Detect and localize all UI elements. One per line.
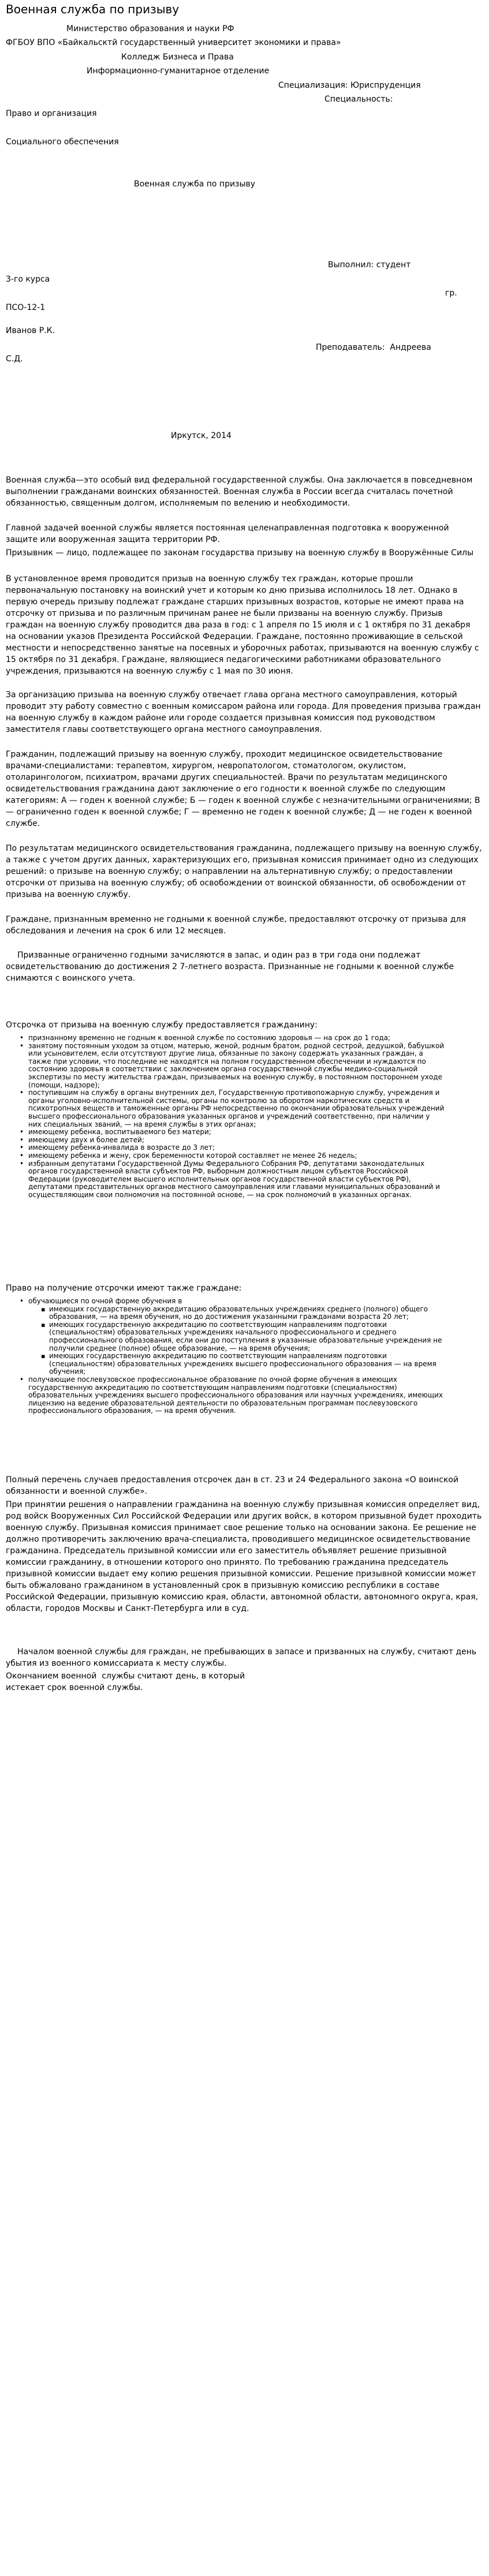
paragraph-right-to-deferral: Право на получение отсрочки имеют также граждане: [6, 1284, 242, 1293]
list-item [6, 1298, 445, 1376]
paragraph-service-end-1: Окончанием военной службы считают день, в который [6, 1672, 245, 1681]
list-item: • имеющему двух и более детей; [6, 1136, 445, 1145]
list-item: • признанному временно не годным к военной службе по состоянию здоровья — на срок до 1 года; [6, 1034, 445, 1042]
paragraph-service-start: Началом военной службы для граждан, не пребывающих в запасе и призванных на службу, считают день убытия из военного комиссариата к месту службы. [6, 1647, 477, 1668]
paragraph-decisions: По результатам медицинского освидетельствования гражданина, подлежащего призыву на военную службу, а также с учетом других данных, характеризующих его, призывная комиссия принимает одно из следующих решений: о призыве на военную службу; о направлении на альтернативную службу; о предоставлении отсрочки от призыва на военную службу; об освобождении от воинской обязанности, об освобождении от призыва на военную службу. [6, 844, 482, 899]
list-item: • избранным депутатами Государственной Думы Федерального Собрания РФ, депутатами законодательных органов государственной власти субъектов РФ, выборным должностным лицом субъектов Российской Федерации (руководителем высшего исполнительных органов государственной власти субъектов РФ), депутатами представительных органов местного самоуправления или главами муниципальных образований и осуществляющим свои полномочия на постоянной основе, — на срок полномочий в указанных органах. [6, 1160, 445, 1199]
group-line: ПСО-12-1 [6, 303, 46, 312]
group-label: гр. [445, 289, 457, 298]
paragraph-commission-decision: При принятии решения о направлении гражданина на военную службу призывная комиссия определяет вид, род войск Вооруженных Сил Российской Федерации или других войск, в котором призывной будет проходить военную службу. Призывная комиссия принимает свое решение только на основании закона. Ее решение не должно противоречить заключению врача-специалиста, проводившего медицинское освидетельствование гражданина. Председатель призывной комиссии или его заместитель объявляет решение призывной комиссии гражданину, в отношении которого оно принято. По требованию гражданина председатель призывной комиссии выдает ему копию решения призывной комиссии. Решение призывной комиссии может быть обжаловано гражданином в установленный срок в призывную комиссию республики в составе Российской Федерации, призывную комиссию края, области, автономной области, автономного округа, края, области, городов Москвы и Санкт-Петербурга или в суд. [6, 1500, 482, 1613]
list-item-text: обучающиеся по очной форме обучения в [28, 1297, 182, 1305]
ministry-line: Министерство образования и науки РФ [66, 24, 234, 33]
list-item: • поступившим на службу в органы внутренних дел, Государственную противопожарную службу, учреждения и органы уголовно-исполнительной системы, органы по контролю за оборотом наркотических средств и психотропных веществ и таможенные органы РФ непосредственно по окончании образовательных учреждений высшего профессионального образования указанных органов и учреждений соответственно, при наличии у них специальных званий, — на время службы в этих органах; [6, 1089, 445, 1128]
right-list [6, 1298, 445, 1415]
teacher-initials: С.Д. [6, 354, 23, 364]
specialization-line: Специализация: Юриспруденция [278, 81, 421, 90]
paragraph-main-task: Главной задачей военной службы является постоянная целенаправленная подготовка к вооруженной защите или вооруженная защита территории РФ. [6, 524, 449, 544]
list-item: • занятому постоянным уходом за отцом, матерью, женой, родным братом, родной сестрой, дедушкой, бабушкой или усыновителем, если отсутствуют другие лица, обязанные по закону содержать указанных граждан, а также при условии, что последние не находятся на полном государственном обеспечении и нуждаются по состоянию здоровья в соответствии с заключением органа государственной службы медико-социальной экспертизы по месту жительства граждан, призываемых на военную службу, в постоянном постороннем уходе (помощи, надзоре); [6, 1042, 445, 1090]
paragraph-medical: Гражданин, подлежащий призыву на военную службу, проходит медицинское освидетельствование врачами-специалистами: терапевтом, хирургом, невропатологом, стоматологом, окулистом, отоларингологом, психиатром, врачами других специальностей. Врачи по результатам медицинского освидетельствования гражданина дают заключение о его годности к военной службе по следующим категориям: А — годен к военной службе; Б — годен к военной службе с незначительными ограничениями; В — ограниченно годен к военной службе; Г — временно не годен к военной службе; Д — не годен к военной службе. [6, 750, 480, 828]
speciality-line: Специальность: [324, 95, 393, 104]
list-item: • имеющему ребенка и жену, срок беременности которой составляет не менее 26 недель; [6, 1152, 445, 1160]
list-item: • получающие послевузовское профессиональное образование по очной форме обучения в имеющих государственную аккредитацию по соответствующим направлениям подготовки (специальностям) образовательных учреждениях высшего профессионального образования или научных учреждениях, имеющих лицензию на ведение образовательной деятельности по образовательным программам послевузовского профессионального образования, — на время обучения. [6, 1376, 445, 1415]
university-line: ФГБОУ ВПО «Байкальсктй государственный университет экономики и права» [6, 38, 341, 47]
performed-line: Выполнил: студент [328, 260, 411, 270]
paragraph-deferral-intro: Отсрочка от призыва на военную службу предоставляется гражданину: [6, 1020, 318, 1030]
paragraph-service-end-2: истекает срок военной службы. [6, 1683, 143, 1692]
paragraph-reserve: Призванные ограниченно годными зачисляются в запас, и один раз в три года они подлежат освидетельствованию до достижения 2 7-летнего возраста. Признанные не годными к военной службе снимаются с воинского учета. [6, 951, 454, 983]
paragraph-call-time: В установленное время проводится призыв на военную службу тех граждан, которые прошли первоначальную постановку на воинский учет и которым ко дню призыва исполнилось 18 лет. Однако в первую очередь призыву подлежат граждане старших призывных возрастов, которые не имеют права на отсрочку от призыва и по различным причинам ранее не были призваны на военную службу. Призыв граждан на военную службу проводится два раза в год: с 1 апреля по 15 июля и с 1 октября по 31 декабря на основании указов Президента Российской Федерации. Граждане, постоянно проживающие в сельской местности и непосредственно занятые на посевных и уборочных работах, призываются на военную службу с 15 октября по 31 декабря. Граждане, являющиеся педагогическими работниками образовательного учреждения, призываются на военную службу с 1 мая по 30 июня. [6, 574, 479, 676]
paragraph-definition: Военная служба—это особый вид федеральной государственной службы. Она заключается в повседневном выполнении гражданами воинских обязанностей. Военная служба в России всегда считалась почетной обязанностью, священным долгом, исполняемым по велению и необходимости. [6, 476, 473, 508]
list-item: • имеющему ребенка-инвалида в возрасте до 3 лет; [6, 1144, 445, 1152]
paragraph-deferral-treatment: Граждане, признанным временно не годными к военной службе, предоставляют отсрочку от призыва для обследования и лечения на срок 6 или 12 месяцев. [6, 915, 466, 936]
city-year: Иркутск, 2014 [171, 431, 232, 440]
paragraph-conscript: Призывник — лицо, подлежащее по законам государства призыву на военную службу в Вооружённые Силы [6, 548, 474, 558]
page-title: Военная служба по призыву [6, 2, 180, 16]
college-line: Колледж Бизнеса и Права [121, 53, 234, 62]
work-title: Военная служба по призыву [134, 180, 256, 189]
student-line: Иванов Р.К. [6, 326, 55, 335]
deferral-list [6, 1034, 445, 1199]
speciality-value-2: Социального обеспечения [6, 137, 119, 147]
course-line: 3-го курса [6, 275, 50, 284]
paragraph-full-list: Полный перечень случаев предоставления отсрочек дан в ст. 23 и 24 Федерального закона «О воинской обязанности и военной службе». [6, 1475, 459, 1496]
speciality-value-1: Право и организация [6, 109, 97, 118]
sublist-item: ▪ имеющих государственную аккредитацию по соответствующим направлениям подготовки (специальностям) образовательных учреждениях высшего профессионального образования — на время обучения; [28, 1352, 445, 1376]
list-item: • имеющему ребенка, воспитываемого без матери; [6, 1128, 445, 1136]
sublist-item: ▪ имеющих государственную аккредитацию по соответствующим направлениям подготовки (специальностям) образовательных учреждениях начального профессионального и среднего профессионального образования, если они до поступления в указанные образовательные учреждения не получили среднее (полное) общее образование, — на время обучения; [28, 1321, 445, 1352]
department-line: Информационно-гуманитарное отделение [87, 66, 270, 76]
sublist-item: ▪ имеющих государственную аккредитацию образовательных учреждениях среднего (полного) общего образования, — на время обучения, но до достижения указанными гражданами возраста 20 лет; [28, 1306, 445, 1321]
paragraph-organization: За организацию призыва на военную службу отвечает глава органа местного самоуправления, который проводит эту работу совместно с военным комиссаром района или города. Для проведения призыва граждан на военную службу в каждом районе или городе создается призывная комиссия под руководством заместителя главы соответствующего органа местного самоуправления. [6, 690, 481, 734]
teacher-line: Преподаватель: Андреева [316, 343, 431, 352]
sublist [28, 1306, 445, 1376]
